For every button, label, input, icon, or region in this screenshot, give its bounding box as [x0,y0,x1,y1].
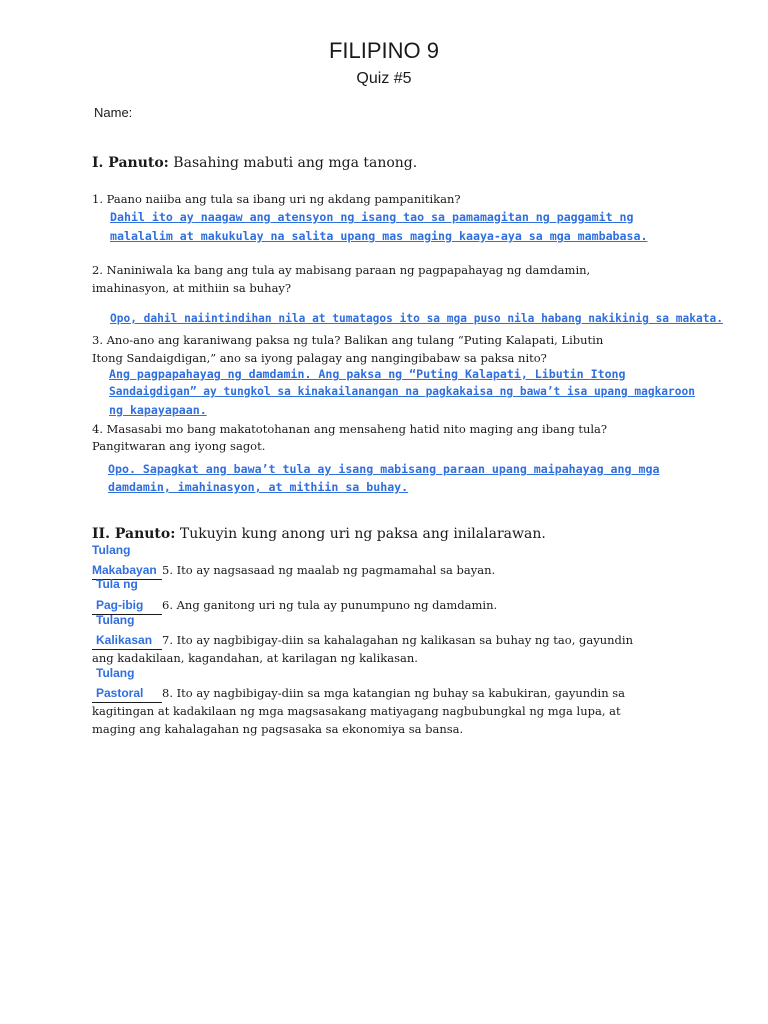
part1-instructions [92,155,417,171]
item-6-answer-top: Tula ng [96,577,138,591]
question-3-line-1: 3. Ano-ano ang karaniwang paksa ng tula? Balikan ang tulang “Puting Kalapati, Libutin [92,333,604,347]
item-8-answer-top: Tulang [96,666,135,680]
item-8-text-line-1: 8. Ito ay nagbibigay-diin sa mga katangian ng buhay sa kabukiran, gayundin sa [162,686,626,700]
item-5 [92,561,495,580]
item-7-text-line-2: ang kadakilaan, kagandahan, at karilagan ng kalikasan. [92,651,418,665]
answer-3-line-1: Ang pagpapahayag ng damdamin. Ang paksa ng “Puting Kalapati, Libutin Itong [109,367,626,381]
part1-heading: I. Panuto: [92,155,169,171]
question-3-line-2: Itong Sandaigdigan,” ano sa iyong palagay ang nangingibabaw sa paksa nito? [92,351,547,365]
item-5-answer-top: Tulang [92,543,131,557]
item-7-text-line-1: 7. Ito ay nagbibigay-diin sa kahalagahan ng kalikasan sa buhay ng tao, gayundin [162,633,633,647]
part2-instructions [92,526,546,542]
item-7 [92,631,633,650]
item-7-answer-bottom: Kalikasan [92,631,162,650]
question-1: 1. Paano naiiba ang tula sa ibang uri ng akdang pampanitikan? [92,192,461,206]
answer-1-line-2: malalalim at makukulay na salita upang mas maging kaaya-aya sa mga mambabasa. [110,229,648,243]
item-8 [92,684,625,703]
part2-instruction-text: Tukuyin kung anong uri ng paksa ang inilalarawan. [175,526,546,542]
answer-1-line-1: Dahil ito ay naagaw ang atensyon ng isang tao sa pamamagitan ng paggamit ng [110,210,634,224]
part2-heading: II. Panuto: [92,526,176,542]
answer-4-line-2: damdamin, imahinasyon, at mithiin sa buhay. [108,480,409,494]
part1-instruction-text: Basahing mabuti ang mga tanong. [168,155,418,171]
page-title: FILIPINO 9 [328,38,440,63]
item-8-text-line-2: kagitingan at kadakilaan ng mga magsasakang matiyagang nagbubungkal ng mga lupa, at [92,704,621,718]
question-4-line-1: 4. Masasabi mo bang makatotohanan ang mensaheng hatid nito maging ang ibang tula? [92,422,608,436]
item-6 [92,596,497,615]
question-4-line-2: Pangitwaran ang iyong sagot. [92,439,266,453]
item-5-text: 5. Ito ay nagsasaad ng maalab ng pagmamahal sa bayan. [162,563,496,577]
item-5-answer-bottom: Makabayan [92,561,162,580]
quiz-number: Quiz #5 [356,70,412,87]
name-label: Name: [94,105,133,120]
answer-3-line-3: ng kapayapaan. [109,403,207,417]
answer-4-line-1: Opo. Sapagkat ang bawa’t tula ay isang mabisang paraan upang maipahayag ang mga [108,462,660,476]
item-7-answer-top: Tulang [96,613,135,627]
item-6-answer-bottom: Pag-ibig [92,596,162,615]
item-8-answer-bottom: Pastoral [92,684,162,703]
answer-3-line-2: Sandaigdigan” ay tungkol sa kinakailanangan na pagkakaisa ng bawa’t isa upang magkaroon [109,385,695,398]
answer-2: Opo, dahil naiintindihan nila at tumatagos ito sa mga puso nila habang nakikinig sa makata. [110,312,723,325]
item-8-text-line-3: maging ang kahalagahan ng pagsasaka sa ekonomiya sa bansa. [92,722,464,736]
question-2-line-1: 2. Naniniwala ka bang ang tula ay mabisang paraan ng pagpapahayag ng damdamin, [92,263,591,277]
question-2-line-2: imahinasyon, at mithiin sa buhay? [92,281,292,295]
item-6-text: 6. Ang ganitong uri ng tula ay punumpuno ng damdamin. [162,598,498,612]
